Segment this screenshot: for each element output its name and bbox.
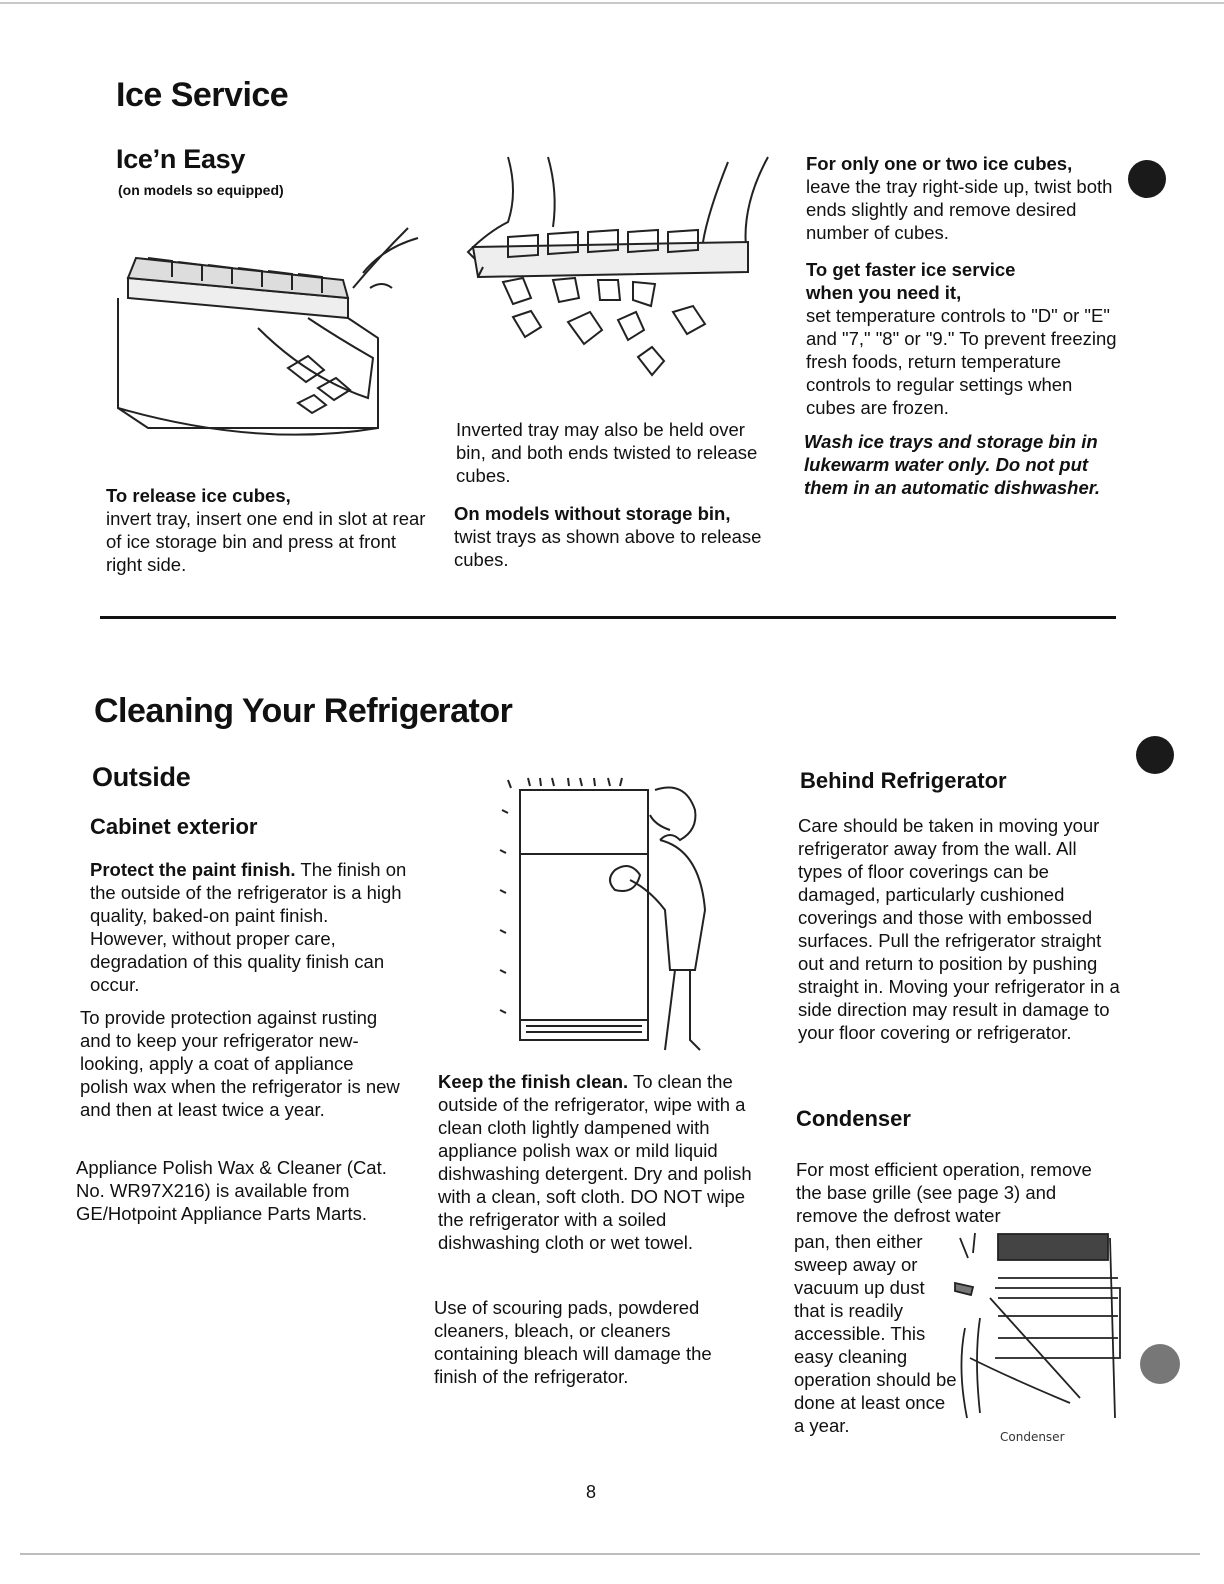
wash-trays-warning: Wash ice trays and storage bin in lukewarm water only. Do not put them in an automatic dishwasher. bbox=[804, 431, 1101, 498]
behind-refrigerator-heading: Behind Refrigerator bbox=[800, 768, 1007, 793]
no-storage-bin-lead: On models without storage bin, bbox=[454, 503, 731, 524]
no-storage-bin-block bbox=[454, 502, 772, 571]
models-note: (on models so equipped) bbox=[118, 182, 284, 198]
condenser-label: Condenser bbox=[1000, 1430, 1065, 1444]
release-cubes-text: invert tray, insert one end in slot at rear of ice storage bin and press at front right side. bbox=[106, 508, 426, 575]
behind-refrigerator-block bbox=[798, 814, 1120, 1044]
protect-finish-lead: Protect the paint finish. bbox=[90, 859, 296, 880]
outside-heading: Outside bbox=[92, 762, 191, 792]
protection-text: To provide protection against rusting and to keep your refrigerator new-looking, apply a coat of appliance polish wax when the refrigerator is new and then at least twice a year. bbox=[80, 1007, 400, 1120]
faster-ice-lead-2: when you need it, bbox=[806, 282, 962, 303]
faster-ice-lead-1: To get faster ice service bbox=[806, 259, 1016, 280]
keep-finish-text: To clean the outside of the refrigerator, wipe with a clean cloth lightly dampened with appliance polish wax or mild liquid dishwashing detergent. Dry and polish with a clean, soft cloth. DO NOT wipe the refrigerator with a soiled dishwashing cloth or wet towel. bbox=[438, 1071, 752, 1253]
condenser-text-2: pan, then either sweep away or vacuum up dust that is readily accessible. This easy cleaning operation should be done at least once a year. bbox=[794, 1231, 957, 1436]
punch-hole-top bbox=[1128, 160, 1166, 198]
condenser-heading: Condenser bbox=[796, 1106, 911, 1131]
condenser-text-1: For most efficient operation, remove the base grille (see page 3) and remove the defrost water bbox=[796, 1159, 1092, 1226]
condenser-illustration bbox=[950, 1228, 1128, 1424]
no-storage-bin-text: twist trays as shown above to release cubes. bbox=[454, 526, 762, 570]
release-cubes-lead: To release ice cubes, bbox=[106, 485, 291, 506]
faster-ice-text: set temperature controls to "D" or "E" and "7," "8" or "9." To prevent freezing fresh foods, return temperature controls to regular settings when cubes are frozen. bbox=[806, 305, 1117, 418]
bottom-scan-edge bbox=[20, 1553, 1200, 1555]
ice-service-title: Ice Service bbox=[116, 76, 289, 114]
protection-block bbox=[80, 1006, 402, 1121]
behind-refrigerator-text: Care should be taken in moving your refrigerator away from the wall. All types of floor coverings can be damaged, particularly cushioned coverings and those with embossed surfaces. Pull the refrigerator straight out and return to position by pushing straight in. Moving your refrigerator in a side direction may result in damage to your floor covering or refrigerator. bbox=[798, 815, 1120, 1043]
woman-cleaning-illustration bbox=[490, 770, 730, 1060]
condenser-block-1 bbox=[796, 1158, 1118, 1227]
punch-hole-middle bbox=[1136, 736, 1174, 774]
punch-hole-bottom bbox=[1140, 1344, 1180, 1384]
twist-tray-illustration bbox=[448, 152, 778, 402]
top-scan-edge bbox=[0, 2, 1224, 4]
cabinet-exterior-heading: Cabinet exterior bbox=[90, 814, 258, 839]
condenser-block-2 bbox=[794, 1230, 958, 1437]
keep-finish-lead: Keep the finish clean. bbox=[438, 1071, 629, 1092]
icen-easy-subtitle: Ice’n Easy bbox=[116, 144, 246, 174]
faster-ice-block bbox=[806, 258, 1118, 419]
release-cubes-block bbox=[106, 484, 426, 576]
one-two-cubes-block bbox=[806, 152, 1118, 244]
ice-bin-illustration bbox=[108, 218, 428, 458]
polish-block bbox=[76, 1156, 396, 1225]
scouring-block bbox=[434, 1296, 756, 1388]
one-two-cubes-lead: For only one or two ice cubes, bbox=[806, 153, 1073, 174]
polish-text: Appliance Polish Wax & Cleaner (Cat. No. WR97X216) is available from GE/Hotpoint Appliance Parts Marts. bbox=[76, 1157, 387, 1224]
inverted-tray-text: Inverted tray may also be held over bin, and both ends twisted to release cubes. bbox=[456, 419, 758, 486]
protect-finish-text: The finish on the outside of the refrigerator is a high quality, baked-on paint finish. However, without proper care, degradation of this quality finish can occur. bbox=[90, 859, 407, 995]
section-divider bbox=[100, 616, 1116, 619]
protect-finish-block bbox=[90, 858, 410, 996]
wash-trays-block bbox=[804, 430, 1116, 499]
scouring-text: Use of scouring pads, powdered cleaners, bleach, or cleaners containing bleach will damage the finish of the refrigerator. bbox=[434, 1297, 712, 1387]
inverted-tray-block bbox=[456, 418, 774, 487]
cleaning-title: Cleaning Your Refrigerator bbox=[94, 692, 513, 730]
page-number: 8 bbox=[586, 1482, 597, 1502]
keep-finish-block bbox=[438, 1070, 758, 1254]
one-two-cubes-text: leave the tray right-side up, twist both ends slightly and remove desired number of cubes. bbox=[806, 176, 1113, 243]
